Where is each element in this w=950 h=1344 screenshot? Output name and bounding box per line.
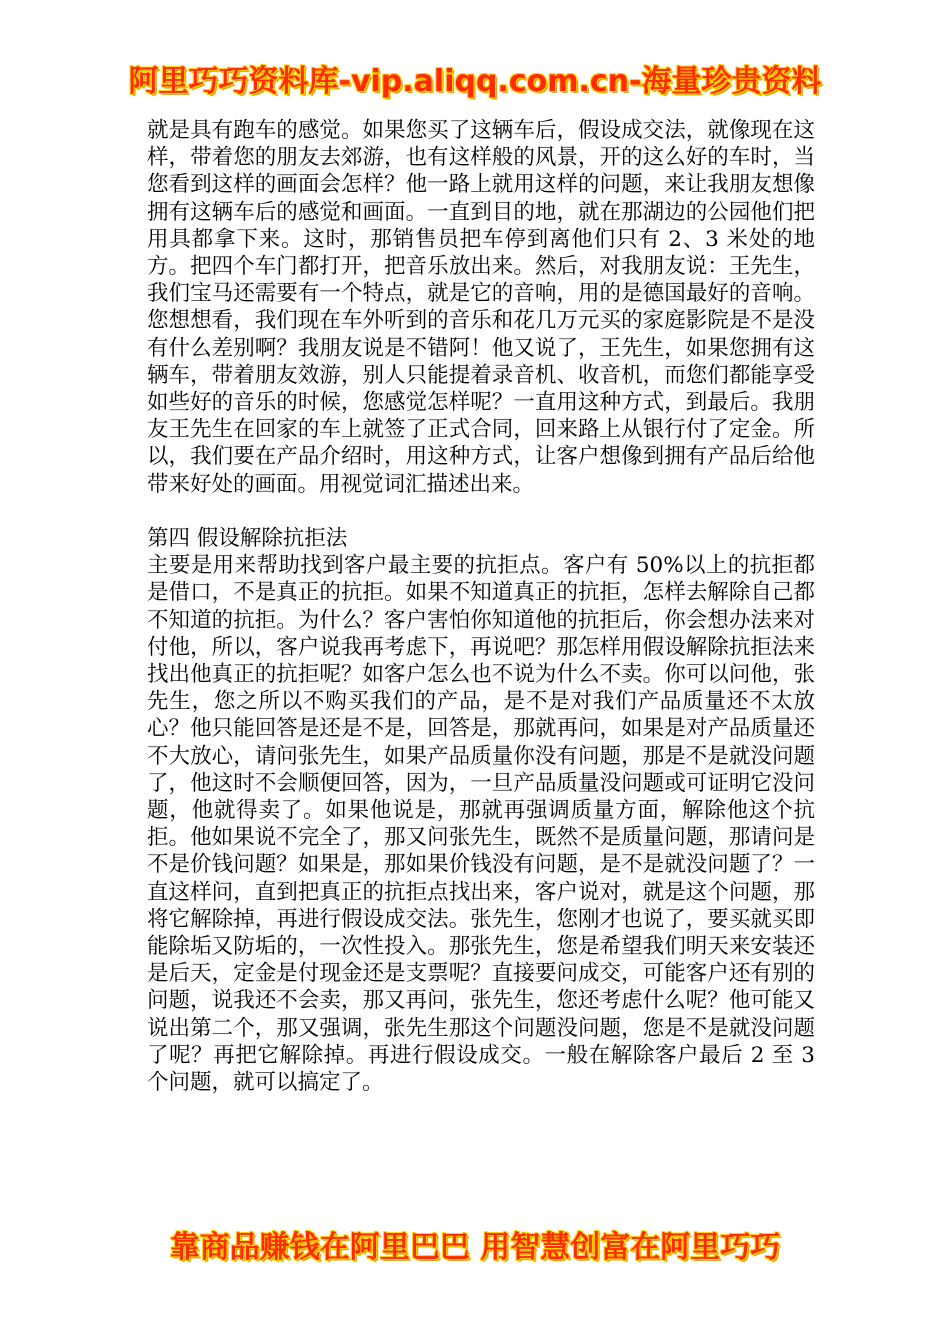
section-heading: 第四 假设解除抗拒法 <box>147 526 348 552</box>
document-body <box>147 117 815 1096</box>
paragraph-1: 就是具有跑车的感觉。如果您买了这辆车后，假设成交法，就像现在这样，带着您的朋友去郊游，也有这样般的风景，开的这么好的车时，当您看到这样的画面会怎样？他一路上就用这样的问题，来让我朋友想像拥有这辆车后的感觉和画面。一直到目的地，就在那湖边的公园他们把用具都拿下来。这时，那销售员把车停到离他们只有 2、3 米处的地方。把四个车门都打开，把音乐放出来。然后，对我朋友说：王先生，我们宝马还需要有一个特点，就是它的音响，用的是德国最好的音响。您想想看，我们现在车外听到的音乐和花几万元买的家庭影院是不是没有什么差别啊？我朋友说是不错阿！他又说了，王先生，如果您拥有这辆车，带着朋友效游，别人只能提着录音机、收音机，而您们都能享受如些好的音乐的时候，您感觉怎样呢？一直用这种方式，到最后。我朋友王先生在回家的车上就签了正式合同，回来路上从银行付了定金。所以，我们要在产品介绍时，用这种方式，让客户想像到拥有产品后给他带来好处的画面。用视觉词汇描述出来。 <box>147 118 815 497</box>
header-banner: 阿里巧巧资料库-vip.aliqq.com.cn-海量珍贵资料 <box>128 64 822 99</box>
paragraph-gap <box>147 498 815 525</box>
footer-banner: 靠商品赚钱在阿里巴巴 用智慧创富在阿里巧巧 <box>169 1230 781 1265</box>
paragraph-2: 主要是用来帮助找到客户最主要的抗拒点。客户有 50%以上的抗拒都是借口，不是真正的抗拒。如果不知道真正的抗拒，怎样去解除自己都不知道的抗拒。为什么？客户害怕你知道他的抗拒后，你会想办法来对付他，所以，客户说我再考虑下，再说吧？那怎样用假设解除抗拒法来找出他真正的抗拒呢？如客户怎么也不说为什么不卖。你可以问他，张先生，您之所以不购买我们的产品，是不是对我们产品质量还不太放心？他只能回答是还是不是，回答是，那就再问，如果是对产品质量还不大放心，请问张先生，如果产品质量你没有问题，那是不是就没问题了，他这时不会顺便回答，因为，一旦产品质量没问题或可证明它没问题，他就得卖了。如果他说是，那就再强调质量方面，解除他这个抗拒。他如果说不完全了，那又问张先生，既然不是质量问题，那请问是不是价钱问题？如果是，那如果价钱没有问题，是不是就没问题了？一直这样问，直到把真正的抗拒点找出来，客户说对，就是这个问题，那将它解除掉，再进行假设成交法。张先生，您刚才也说了，要买就买即能除垢又防垢的，一次性投入。那张先生，您是希望我们明天来安装还是后天，定金是付现金还是支票呢？直接要问成交，可能客户还有别的问题，说我还不会卖，那又再问，张先生，您还考虑什么呢？他可能又说出第二个，那又强调，张先生那这个问题没问题，您是不是就没问题了呢？再把它解除掉。再进行假设成交。一般在解除客户最后 2 至 3 个问题，就可以搞定了。 <box>147 553 815 1096</box>
